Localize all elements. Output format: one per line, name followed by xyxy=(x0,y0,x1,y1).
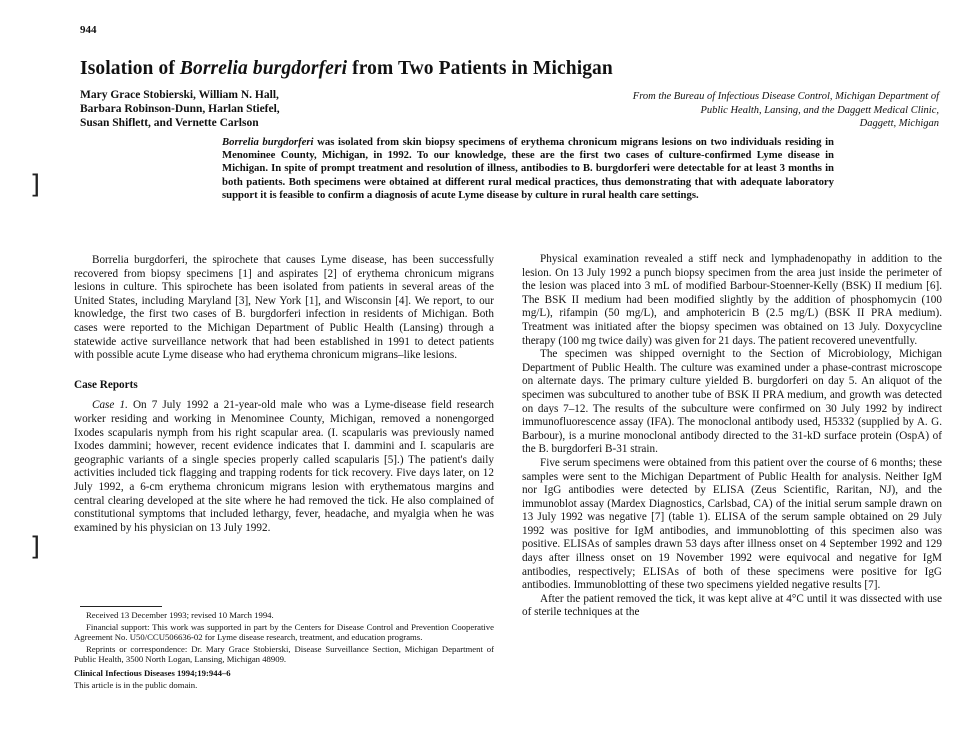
title-suffix: from Two Patients in Michigan xyxy=(352,58,613,79)
footnote-reprints: Reprints or correspondence: Dr. Mary Grace Stobierski, Disease Surveillance Section, Michigan Department of Public Health, 3500 North Logan, Lansing, Michigan 48909. xyxy=(74,643,494,665)
footnote-support: Financial support: This work was supported in part by the Centers for Disease Control and Prevention Cooperative Agreement No. U50/CCU506636-02 for Lyme disease research, treatment, and education programs. xyxy=(74,621,494,643)
public-domain-note: This article is in the public domain. xyxy=(74,679,198,690)
author-line: Barbara Robinson-Dunn, Harlan Stiefel, xyxy=(80,103,280,115)
abstract xyxy=(222,136,834,202)
case1-paragraph xyxy=(74,399,494,535)
affiliation-line: Daggett, Michigan xyxy=(859,118,939,129)
intro-paragraph: Borrelia burgdorferi, the spirochete that causes Lyme disease, has been successfully recovered from biopsy specimens [1] and aspirates [2] of erythema chronicum migrans lesions in culture. This spirochete has been isolated from patients in several areas of the United States, including Maryland [3], New York [1], and Wisconsin [4]. We report, to our knowledge, the first two cases of B. burgdorferi infection in residents of Michigan. Both cases were reported to the Michigan Department of Public Health (Lansing) through a statewide active surveillance network that had been established in 1991 to detect patients with possible acute Lyme disease who had erythema chronicum migrans–like lesions. xyxy=(74,254,494,362)
abstract-text: was isolated from skin biopsy specimens of erythema chronicum migrans lesions on two individuals residing in Menominee County, Michigan, in 1992. To our knowledge, these are the first two cases of culture-confirmed Lyme disease in Michigan. In spite of prompt treatment and resolution of illness, antibodies to B. burgdorferi were detectable for at least 3 months in both patients. Both specimens were obtained at different rural medical practices, thus demonstrating that with adequate laboratory support it is feasible to confirm a diagnosis of acute Lyme disease by culture in rural health care settings. xyxy=(222,136,835,201)
title-organism: Borrelia burgdorferi xyxy=(179,58,348,79)
case1-lead: Case 1. xyxy=(92,399,128,412)
body-paragraph: Physical examination revealed a stiff neck and lymphadenopathy in addition to the lesion. On 13 July 1992 a punch biopsy specimen from the area just inside the perimeter of the lesion was placed into 3 mL of modified Barbour-Stoenner-Kelly (BSK) II medium [6]. The BSK II medium had been modified slightly by the addition of phosphomycin (100 mg/L), rifampin (50 mg/L), and amphotericin B (2.5 mg/L) (BSK II PRA medium). Treatment was initiated after the biopsy specimen was obtained on 13 July. Doxycycline therapy (100 mg twice daily) was given for 21 days. The patient recovered uneventfully. xyxy=(522,253,942,347)
footnote-divider xyxy=(80,606,162,607)
margin-bracket-mark: ] xyxy=(30,170,41,200)
author-affiliation xyxy=(499,90,939,131)
title-prefix: Isolation of xyxy=(80,58,175,79)
section-heading-case-reports: Case Reports xyxy=(74,378,138,391)
case1-text: On 7 July 1992 a 21-year-old male who was a Lyme-disease field research worker residing and working in Menominee County, Michigan, removed a nonengorged Ixodes scapularis nymph from his right scapular area. (I. scapularis was previously named Ixodes dammini; however, recent evidence indicates that I. dammini and I. scapularis are geographic variants of a single species properly called scapularis [5].) The patient's daily activities included tick flagging and trapping rodents for tick recovery. Five days later, on 12 July 1992, a 6-cm erythema chronicum migrans lesion with erythematous margins and central clearing developed at the site where he had removed the tick. He also complained of constitutional symptoms that included lethargy, fever, headache, and myalgia when he was examined by his physician on 13 July 1992. xyxy=(74,399,494,534)
journal-citation: Clinical Infectious Diseases 1994;19:944–6 xyxy=(74,667,231,678)
body-paragraph: After the patient removed the tick, it was kept alive at 4°C until it was dissected with use of sterile techniques at the xyxy=(522,592,942,619)
page-number: 944 xyxy=(80,24,97,36)
author-line: Mary Grace Stobierski, William N. Hall, xyxy=(80,89,279,101)
body-paragraph: Five serum specimens were obtained from this patient over the course of 6 months; these samples were sent to the Michigan Department of Public Health for analysis. Neither IgM nor IgG antibodies were detected by ELISA (Zeus Scientific, Raritan, NJ), and the immunoblot assay (Mardex Diagnostics, Carlsbad, CA) of the initial serum sample drawn on 13 July 1992 was negative [7] (table 1). ELISA of the serum sample obtained on 29 July 1992 was positive for IgM antibodies, and immunoblotting of this specimen also was positive. ELISAs of samples drawn 53 days after illness onset on 4 September 1992 and 129 days after illness onset on 19 November 1992 were equivocal and negative for IgM antibodies, respectively; ELISAs of both of these specimens were positive for IgG antibodies. Immunoblotting of these two specimens yielded negative results [7]. xyxy=(522,456,942,592)
footnotes xyxy=(74,610,494,691)
footnote-received: Received 13 December 1993; revised 10 March 1994. xyxy=(86,610,274,620)
article-title xyxy=(80,58,940,80)
author-line: Susan Shiflett, and Vernette Carlson xyxy=(80,117,259,129)
author-list xyxy=(80,88,460,130)
affiliation-line: Public Health, Lansing, and the Daggett Medical Clinic, xyxy=(700,104,939,116)
abstract-lead: Borrelia burgdorferi xyxy=(222,136,314,148)
body-paragraph: The specimen was shipped overnight to the Section of Microbiology, Michigan Department of Public Health. The culture was examined under a phase-contrast microscope on alternate days. The primary culture yielded B. burgdorferi on day 5. An aliquot of the specimen was subcultured to another tube of BSK II PRA medium, and growth was detected on days 7–12. The results of the subculture were confirmed on 30 July 1992 by indirect immunofluorescence assay (IFA). The monoclonal antibody used, H5332 (supplied by A. G. Barbour), is a murine monoclonal antibody directed to the 31-kD surface protein (OspA) of the B. burgdorferi B-31 strain. xyxy=(522,348,942,456)
right-column xyxy=(522,253,942,620)
affiliation-line: From the Bureau of Infectious Disease Control, Michigan Department of xyxy=(632,91,939,102)
left-column xyxy=(74,254,494,535)
margin-bracket-mark: ] xyxy=(30,532,41,562)
